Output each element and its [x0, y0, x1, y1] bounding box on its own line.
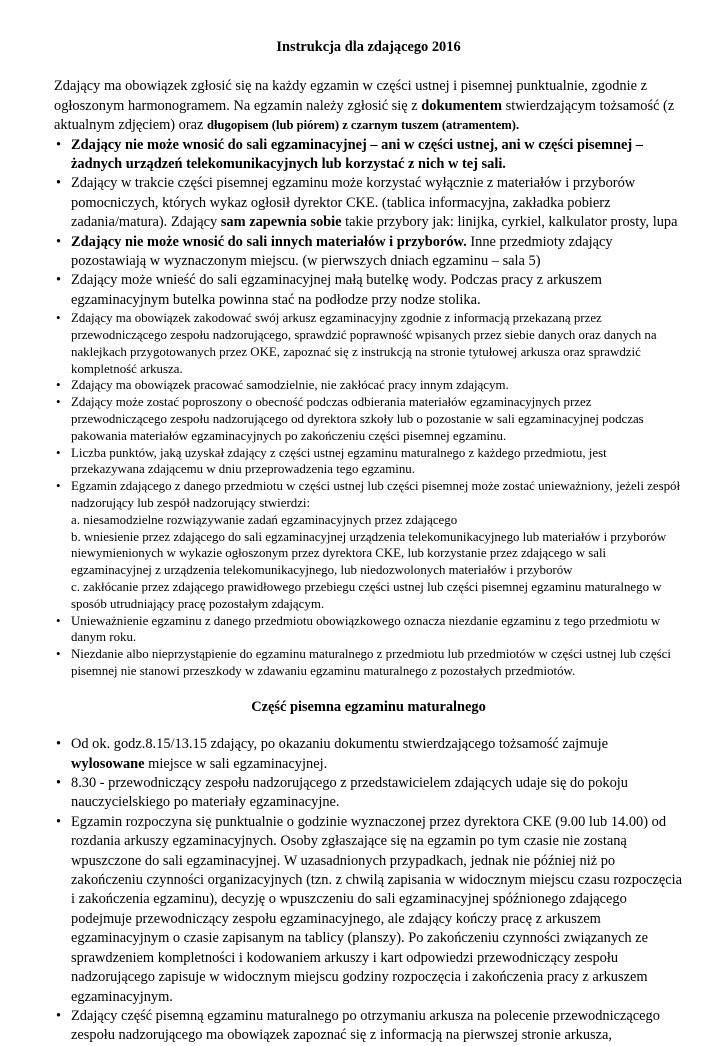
list-item — [54, 136, 683, 175]
list-item — [54, 377, 683, 394]
section-title-written: Część pisemna egzaminu maturalnego — [251, 698, 486, 715]
rule-no-other-materials-text: Inne przedmioty zdający pozostawiają w wyznaczonym miejscu. (w pierwszych dniach egzaminu – sala 5) — [71, 233, 613, 270]
list-item — [54, 1007, 683, 1046]
rule-no-other-materials-bold: Zdający nie może wnosić do sali innych materiałów i przyborów. — [71, 233, 467, 250]
list-item — [54, 233, 683, 272]
list-item — [54, 271, 683, 310]
intro-bold-document: dokumentem — [421, 97, 503, 114]
written-read-instructions: Zdający część pisemną egzaminu maturalnego po otrzymaniu arkusza na polecenie przewodniczącego zespołu nadzorującego ma obowiązek zapoznać się z informacją na pierwszej stronie arkusza, — [71, 1007, 660, 1044]
list-item — [54, 478, 683, 612]
written-seat-text: Od ok. godz.8.15/13.15 zdający, po okazaniu dokumentu stwierdzającego tożsamość zajmuje — [71, 736, 608, 753]
list-item — [54, 174, 683, 232]
written-seat-bold: wylosowane — [71, 755, 145, 772]
list-item — [54, 774, 683, 813]
rule-work-alone: Zdający ma obowiązek pracować samodzielnie, nie zakłócać pracy innym zdającym. — [71, 378, 509, 393]
rule-presence: Zdający może zostać poproszony o obecność podczas odbierania materiałów egzaminacyjnych przez przewodniczącego zespołu nadzorującego od dyrektora szkoły lub o pozostanie w sali egzaminacyjnej podczas pakowania materiałów egzaminacyjnych po zakończeniu części pisemnej egzaminu. — [71, 395, 644, 443]
rule-invalidation-a: a. niesamodzielne rozwiązywanie zadań egzaminacyjnych przez zdającego — [71, 512, 458, 527]
rule-materials-text: Zdający w trakcie części pisemnej egzaminu może korzystać wyłącznie z materiałów i przyborów pomocniczych, których wykaz ogłosił dyrektor CKE. (tablica informacyjna, zakładka pobierz zadania/matura). Zdający — [71, 175, 636, 231]
intro-bold-pen: długopisem (lub piórem) z czarnym tuszem (atramentem). — [207, 118, 520, 133]
intro-text-1: Zdający ma obowiązek zgłosić się na każdy egzamin w części ustnej i pisemnej punktualnie, zgodnie z ogłoszonym harmonogramem. Na egzamin należy zgłosić się z — [54, 78, 648, 114]
rules-list — [54, 136, 683, 680]
rule-materials-text-2: takie przybory jak: linijka, cyrkiel, kalkulator prosty, lupa — [341, 214, 678, 231]
document-title: Instrukcja dla zdającego 2016 — [276, 39, 461, 55]
list-item — [54, 646, 683, 680]
rule-invalidation-meaning: Unieważnienie egzaminu z danego przedmiotu obowiązkowego oznacza niezdanie egzaminu z tego przedmiotu w danym roku. — [71, 613, 661, 645]
written-part-list — [54, 735, 683, 1046]
rule-invalidation-c: c. zakłócanie przez zdającego prawidłowego przebiegu części ustnej lub części pisemnej egzaminu maturalnego w sposób utrudniający pracę pozostałym zdającym. — [71, 580, 662, 611]
list-item — [54, 613, 683, 647]
list-item — [54, 735, 683, 774]
rule-no-devices: Zdający nie może wnosić do sali egzaminacyjnej – ani w części ustnej, ani w części pisemnej – żadnych urządzeń telekomunikacyjnych lub korzystać z nich w tej sali. — [71, 136, 643, 173]
rule-invalidation-b: b. wniesienie przez zdającego do sali egzaminacyjnej urządzenia telekomunikacyjnego lub materiałów i przyborów niewymienionych w wykazie ogłoszonym przez dyrektora CKE, lub korzystanie przez zdającego w sali egzaminacyjnej z urządzenia telekomunikacyjnego, lub niedozwolonych materiałów i przyborów — [71, 529, 667, 578]
intro-paragraph — [54, 77, 683, 135]
list-item — [54, 813, 683, 1007]
rule-invalidation: Egzamin zdającego z danego przedmiotu w części ustnej lub części pisemnej może zostać unieważniony, jeżeli zespół nadzorujący lub zespół nadzorujący stwierdzi: — [71, 479, 681, 511]
list-item — [54, 310, 683, 377]
intro-text-2: stwierdzającym tożsamość (z aktualnym zdjęciem) oraz — [54, 97, 675, 134]
rule-water-bottle: Zdający może wnieść do sali egzaminacyjnej małą butelkę wody. Podczas pracy z arkuszem egzaminacyjnym butelka powinna stać na podłodze przy nodze stolika. — [71, 272, 602, 308]
written-materials-pickup: 8.30 - przewodniczący zespołu nadzorującego z przedstawicielem zdających udaje się do pokoju nauczycielskiego po materiały egzaminacyjne. — [71, 775, 628, 811]
list-item — [54, 445, 683, 479]
written-seat-text-2: miejsce w sali egzaminacyjnej. — [144, 755, 328, 772]
list-item — [54, 394, 683, 444]
rule-materials-bold: sam zapewnia sobie — [220, 214, 342, 231]
rule-oral-points: Liczba punktów, jaką uzyskał zdający z części ustnej egzaminu maturalnego z każdego przedmiotu, jest przekazywana zdającemu w dniu przeprowadzenia tego egzaminu. — [71, 445, 607, 477]
rule-encode-sheet: Zdający ma obowiązek zakodować swój arkusz egzaminacyjny zgodnie z informacją przekazaną przez przewodniczącego zespołu nadzorującego, sprawdzić poprawność wpisanych przez siebie danych oraz danych na naklejkach przygotowanych przez OKE, zapoznać się z instrukcją na stronie tytułowej arkusza oraz sprawdzić kompletność arkusza. — [71, 311, 657, 376]
written-exam-start: Egzamin rozpoczyna się punktualnie o godzinie wyznaczonej przez dyrektora CKE (9.00 lub 14.00) od rozdania arkuszy egzaminacyjnych. Osoby zgłaszające się na egzamin po tym czasie nie zostaną wpuszczone do sali egzaminacyjnej. W uzasadnionych przypadkach, jednak nie później niż po zakończeniu czynności organizacyjnych (tzn. z chwilą zapisania w widocznym miejscu czasu rozpoczęcia i zakończenia egzaminu), decyzję o wpuszczeniu do sali egzaminacyjnej spóźnionego zdającego podejmuje przewodniczący zespołu egzaminacyjnego, ale zdający kończy pracę z arkuszem egzaminacyjnym o czasie zapisanym na tablicy (planszy). Po zakończeniu czynności związanych ze sprawdzeniem kompletności i kodowaniem arkuszy i kart odpowiedzi przewodniczący zespołu nadzorującego zapisuje w widocznym miejscu godziny rozpoczęcia i zakończenia pracy z arkuszem egzaminacyjnym. — [71, 813, 683, 1005]
rule-not-passing: Niezdanie albo nieprzystąpienie do egzaminu maturalnego z przedmiotu lub przedmiotów w części ustnej lub części pisemnej nie stanowi przeszkody w zdawaniu egzaminu maturalnego z pozostałych przedmiotów. — [71, 647, 671, 679]
